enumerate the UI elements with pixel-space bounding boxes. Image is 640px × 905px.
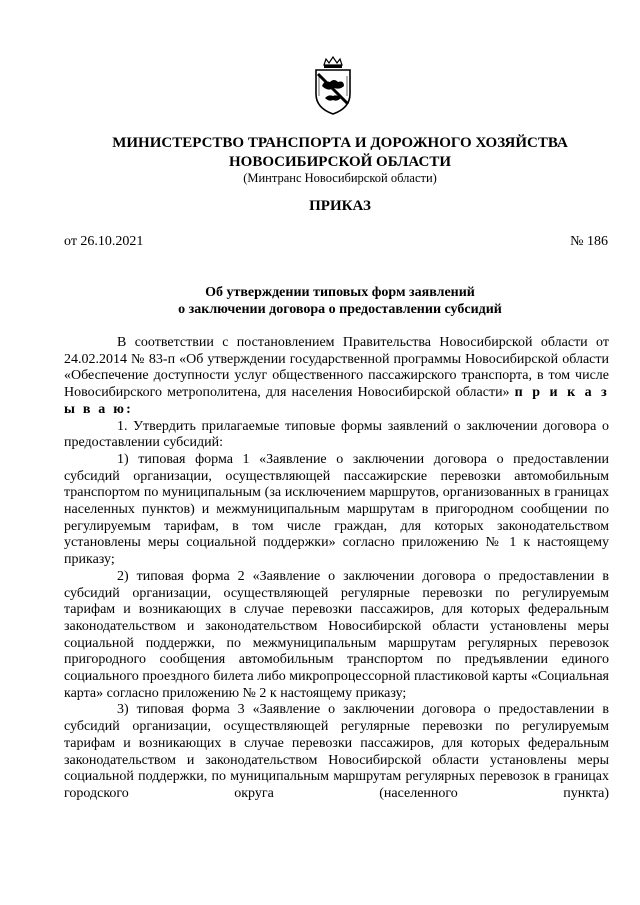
- novosibirsk-coat-of-arms-icon: [310, 56, 356, 116]
- item-1-paragraph: 1. Утвердить прилагаемые типовые формы заявлений о заключении договора о предоставлении субсидий:: [64, 418, 609, 451]
- intro-paragraph: [64, 335, 609, 419]
- document-body: [64, 335, 609, 803]
- ministry-name-line1: МИНИСТЕРСТВО ТРАНСПОРТА И ДОРОЖНОГО ХОЗЯЙСТВА: [112, 135, 568, 151]
- item-1-1-paragraph: 1) типовая форма 1 «Заявление о заключении договора о предоставлении субсидий организации, осуществляющей пассажирские перевозки автомобильным транспортом по муниципальным (за исключением маршрутов, организованных в границах населенных пунктов) и межмуниципальным маршрутам в пригородном сообщении по регулируемым тарифам, в том числе граждан, для которых законодательством установлены меры социальной поддержки» согласно приложению № 1 к настоящему приказу;: [64, 451, 609, 568]
- subject-line1: Об утверждении типовых форм заявлений: [205, 285, 475, 300]
- intro-text: В соответствии с постановлением Правительства Новосибирской области от 24.02.2014 № 83-п «Об утверждении государственной программы Новосибирской области «Обеспечение доступности услуг общественного пассажирского транспорта, в том числе Новосибирского метрополитена, для населения Новосибирской области»: [64, 335, 609, 401]
- item-1-2-paragraph: 2) типовая форма 2 «Заявление о заключении договора о предоставлении в субсидий организации, осуществляющей регулярные перевозки по регулируемым тарифам и возникающих в случае перевозки пассажиров, для которых федеральным законодательством и законодательством Новосибирской области установлены меры социальной поддержки, по межмуниципальным маршрутам регулярных перевозок пригородного сообщения автомобильным транспортом по предъявлении единого социального проездного билета либо микропроцессорной пластиковой карты «Социальная карта» согласно приложению № 2 к настоящему приказу;: [64, 568, 609, 701]
- document-number: № 186: [570, 234, 608, 249]
- document-type: ПРИКАЗ: [309, 198, 371, 214]
- document-date: от 26.10.2021: [64, 234, 144, 249]
- ministry-name: [60, 134, 620, 172]
- item-1-3-paragraph: 3) типовая форма 3 «Заявление о заключении договора о предоставлении в субсидий организации, осуществляющей регулярные перевозки по регулируемым тарифам и возникающих в случае перевозки пассажиров, для которых федеральным законодательством и законодательством Новосибирской области установлены меры социальной поддержки, по муниципальным маршрутам регулярных перевозок в границах городского округа (населенного пункта): [64, 702, 609, 801]
- document-subject: [60, 284, 620, 318]
- order-word: п р и к а з ы в а ю:: [64, 385, 609, 417]
- ministry-name-line2: НОВОСИБИРСКОЙ ОБЛАСТИ: [228, 154, 452, 170]
- ministry-short-name: (Минтранс Новосибирской области): [243, 171, 437, 185]
- subject-line2: о заключении договора о предоставлении субсидий: [178, 302, 502, 317]
